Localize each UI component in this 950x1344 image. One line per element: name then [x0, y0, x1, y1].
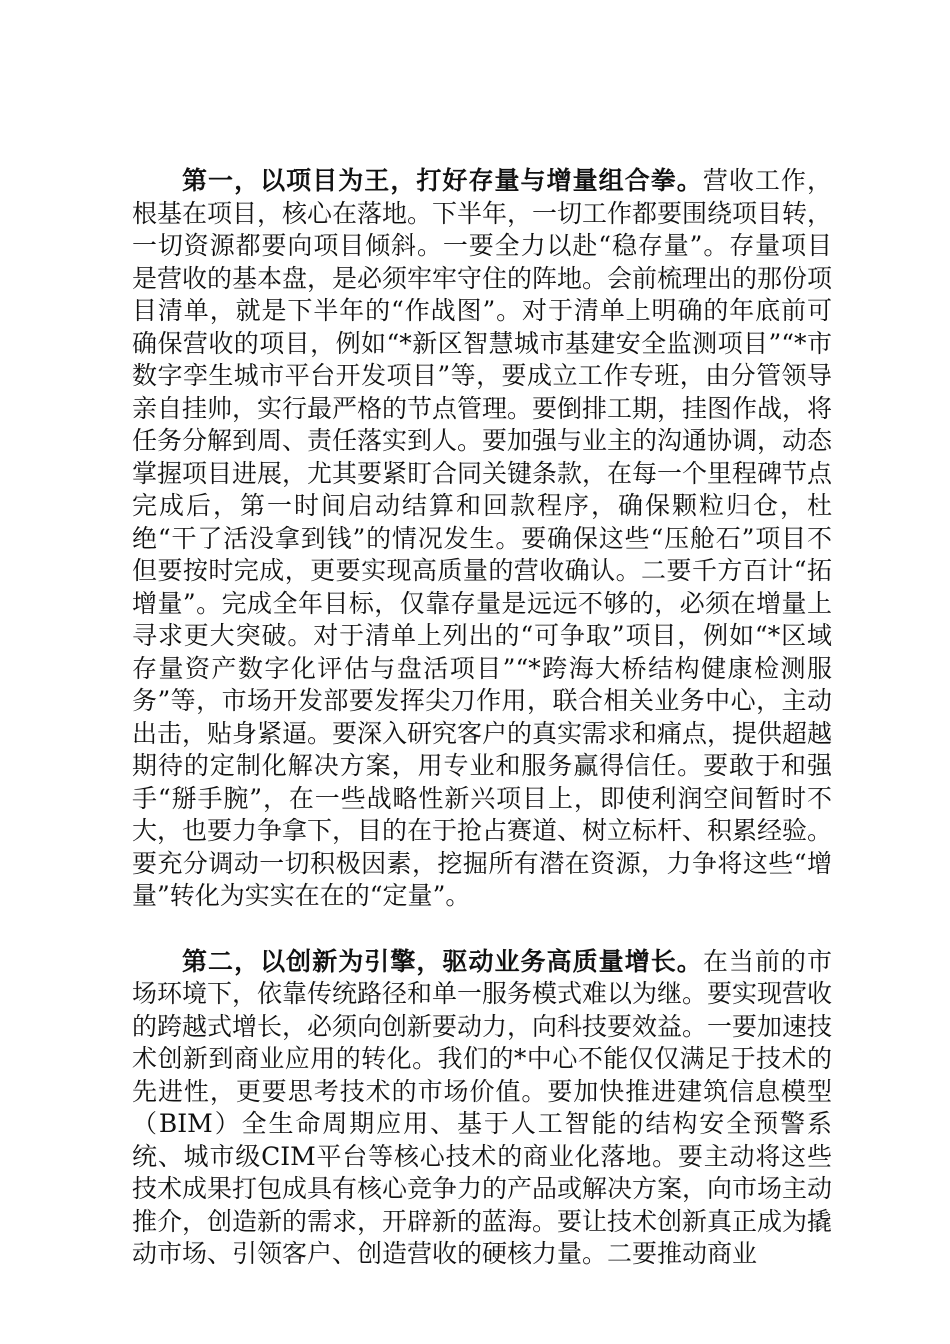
document-page	[132, 165, 832, 1271]
paragraph-lead-heading: 第一，以项目为王，打好存量与增量组合拳。	[182, 166, 703, 195]
paragraph-body-text: 营收工作，根基在项目，核心在落地。下半年，一切工作都要围绕项目转，一切资源都要向项目倾斜。一要全力以赴“稳存量”。存量项目是营收的基本盘，是必须牢牢守住的阵地。会前梳理出的那份项目清单，就是下半年的“作战图”。对于清单上明确的年底前可确保营收的项目，例如“*新区智慧城市基建安全监测项目”“*市数字孪生城市平台开发项目”等，要成立工作专班，由分管领导亲自挂帅，实行最严格的节点管理。要倒排工期，挂图作战，将任务分解到周、责任落实到人。要加强与业主的沟通协调，动态掌握项目进展，尤其要紧盯合同关键条款，在每一个里程碑节点完成后，第一时间启动结算和回款程序，确保颗粒归仓，杜绝“干了活没拿到钱”的情况发生。要确保这些“压舱石”项目不但要按时完成，更要实现高质量的营收确认。二要千方百计“拓增量”。完成全年目标，仅靠存量是远远不够的，必须在增量上寻求更大突破。对于清单上列出的“可争取”项目，例如“*区域存量资产数字化评估与盘活项目”“*跨海大桥结构健康检测服务”等，市场开发部要发挥尖刀作用，联合相关业务中心，主动出击，贴身紧逼。要深入研究客户的真实需求和痛点，提供超越期待的定制化解决方案，用专业和服务赢得信任。要敢于和强手“掰手腕”，在一些战略性新兴项目上，即使利润空间暂时不大，也要力争拿下，目的在于抢占赛道、树立标杆、积累经验。要充分调动一切积极因素，挖掘所有潜在资源，力争将这些“增量”转化为实实在在的“定量”。	[132, 166, 833, 910]
paragraph-first-project-king	[132, 165, 832, 913]
paragraph-body-text: 在当前的市场环境下，依靠传统路径和单一服务模式难以为继。要实现营收的跨越式增长，必须向创新要动力，向科技要效益。一要加速技术创新到商业应用的转化。我们的*中心不能仅仅满足于技术的先进性，更要思考技术的市场价值。要加快推进建筑信息模型（BIM）全生命周期应用、基于人工智能的结构安全预警系统、城市级CIM平台等核心技术的商业化落地。要主动将这些技术成果打包成具有核心竞争力的产品或解决方案，向市场主动推介，创造新的需求，开辟新的蓝海。要让技术创新真正成为撬动市场、引领客户、创造营收的硬核力量。二要推动商业	[132, 946, 833, 1268]
paragraph-lead-heading: 第二，以创新为引擎，驱动业务高质量增长。	[182, 946, 703, 976]
paragraph-second-innovation-engine	[132, 946, 832, 1271]
